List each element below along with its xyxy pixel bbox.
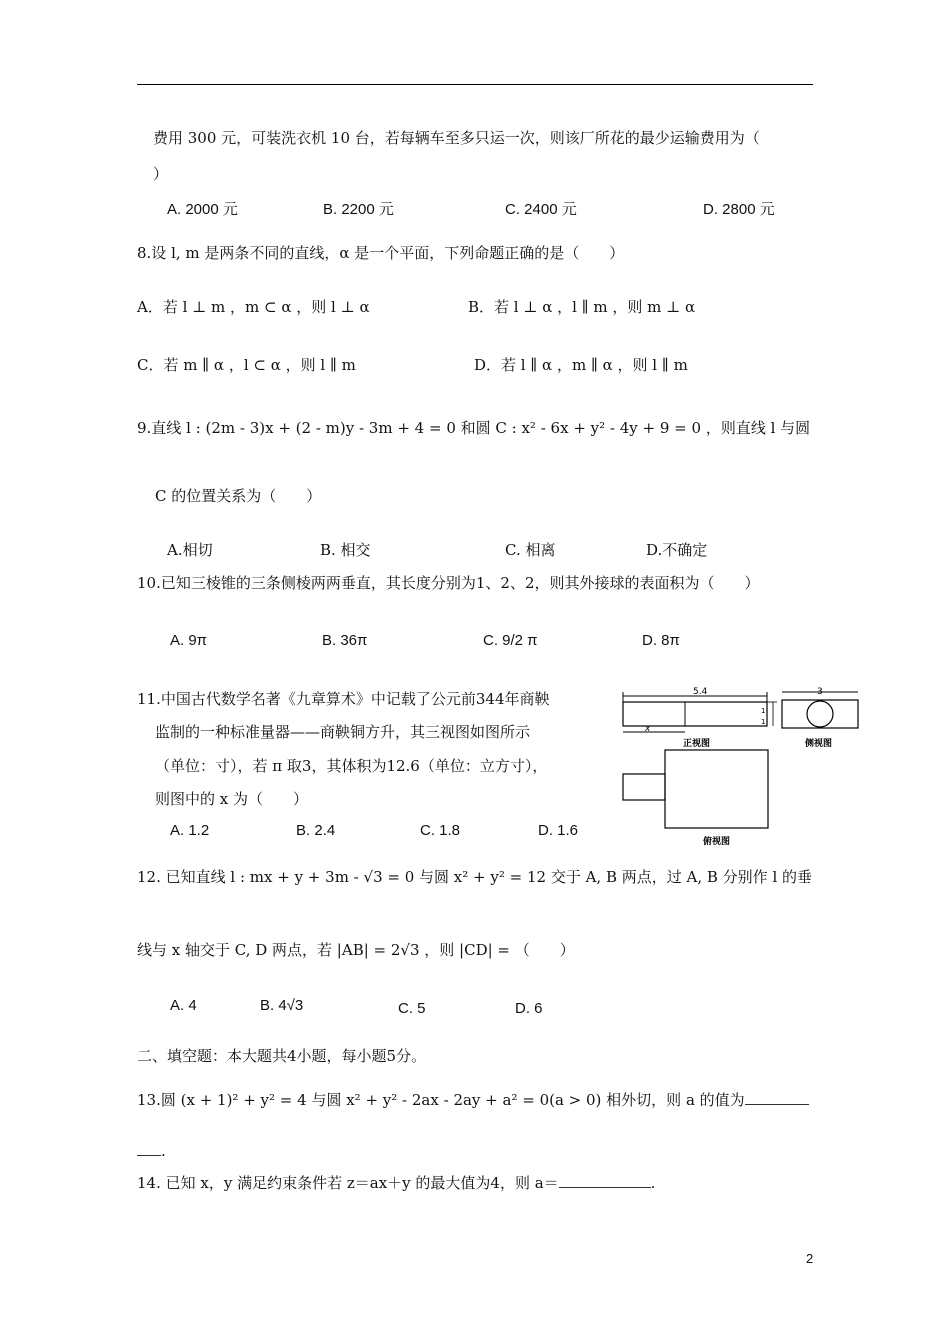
q11-option-c: C. 1.8 [420, 822, 461, 839]
header-rule [137, 84, 813, 85]
q12-option-c: C. 5 [398, 1000, 426, 1017]
q10-stem: 10.已知三棱锥的三条侧棱两两垂直，其长度分别为1、2、2，则其外接球的表面积为（ ） [137, 574, 760, 592]
q13-end: . [161, 1142, 166, 1160]
q11-line4: 则图中的 x 为（ ） [155, 790, 308, 808]
q10-option-d: D. 8π [642, 632, 680, 649]
q14-end: . [650, 1174, 656, 1192]
dim-h2: 1 [761, 718, 766, 726]
page-number: 2 [806, 1251, 814, 1266]
q11-line1: 11.中国古代数学名著《九章算术》中记载了公元前344年商鞅 [137, 690, 550, 708]
front-view-label: 正视图 [683, 739, 711, 749]
top-view-label: 俯视图 [703, 837, 731, 847]
q7-option-b: B. 2200 元 [323, 201, 394, 218]
q8-option-b: B．若 l ⊥ α ，l ∥ m ，则 m ⊥ α [468, 298, 696, 316]
q11-line2: 监制的一种标准量器——商鞅铜方升，其三视图如图所示 [155, 723, 531, 741]
q12-line1: 12. 已知直线 l : mx + y + 3m - √3 = 0 与圆 x² + y² = 12 交于 A, B 两点，过 A, B 分别作 l 的垂 [137, 868, 813, 886]
section-2-heading: 二、填空题：本大题共4小题，每小题5分。 [137, 1047, 427, 1065]
q12-line2: 线与 x 轴交于 C, D 两点，若 |AB| = 2√3 ，则 |CD| = （ ） [137, 941, 575, 959]
top-view [623, 750, 768, 828]
q11-option-b: B. 2.4 [296, 822, 336, 839]
q14-line [137, 1172, 655, 1193]
q9-option-a: A.相切 [167, 541, 213, 559]
q10-option-a: A. 9π [170, 632, 208, 649]
q7-line1: 费用 300 元，可装洗衣机 10 台，若每辆车至多只运一次，则该厂所花的最少运输费用为（ [153, 129, 760, 147]
dim-length: 5.4 [693, 687, 708, 697]
q14-text: 14. 已知 x，y 满足约束条件若 z＝ax＋y 的最大值为4，则 a＝ [137, 1174, 559, 1192]
q9-line2: C 的位置关系为（ ） [155, 487, 322, 505]
q10-option-c: C. 9/2 π [483, 632, 538, 649]
q9-option-b: B. 相交 [320, 541, 371, 559]
side-view-label: 侧视图 [805, 739, 833, 749]
q11-option-d: D. 1.6 [538, 822, 579, 839]
dim-h1: 1 [761, 707, 766, 715]
q13-blank-1[interactable] [745, 1092, 809, 1105]
q7-line2: ） [153, 165, 169, 183]
q10-option-b: B. 36π [322, 632, 368, 649]
side-view [782, 692, 858, 728]
q14-blank[interactable] [559, 1175, 651, 1188]
q8-option-c: C．若 m ∥ α ，l ⊂ α ，则 l ∥ m [137, 356, 356, 374]
q13-text: 13.圆 (x + 1)² + y² = 4 与圆 x² + y² - 2ax - 2ay + a² = 0(a > 0) 相外切，则 a 的值为 [137, 1091, 745, 1109]
q12-option-b: B. 4√3 [260, 997, 304, 1014]
q8-option-d: D．若 l ∥ α ，m ∥ α ，则 l ∥ m [474, 356, 688, 374]
q9-option-c: C. 相离 [505, 541, 556, 559]
q7-option-a: A. 2000 元 [167, 201, 238, 218]
q7-option-c: C. 2400 元 [505, 201, 577, 218]
q8-option-a: A．若 l ⊥ m ，m ⊂ α ，则 l ⊥ α [137, 298, 370, 316]
three-view-figure [615, 682, 865, 852]
q12-option-d: D. 6 [515, 1000, 543, 1017]
dim-side: 3 [817, 687, 823, 697]
q7-option-d: D. 2800 元 [703, 201, 775, 218]
q13-line2 [137, 1142, 166, 1160]
q8-stem: 8.设 l, m 是两条不同的直线，α 是一个平面，下列命题正确的是（ ） [137, 244, 625, 262]
q12-option-a: A. 4 [170, 997, 197, 1014]
q13-blank-2[interactable] [137, 1143, 161, 1156]
q13-line1 [137, 1089, 809, 1110]
q9-option-d: D.不确定 [646, 541, 708, 559]
q11-option-a: A. 1.2 [170, 822, 210, 839]
q11-line3: （单位：寸），若 π 取3，其体积为12.6（单位：立方寸）， [155, 757, 548, 775]
q9-line1: 9.直线 l : (2m - 3)x + (2 - m)y - 3m + 4 = 0 和圆 C : x² - 6x + y² - 4y + 9 = 0 ，则直线 l 与圆 [137, 419, 811, 437]
dim-x: x [645, 724, 651, 734]
